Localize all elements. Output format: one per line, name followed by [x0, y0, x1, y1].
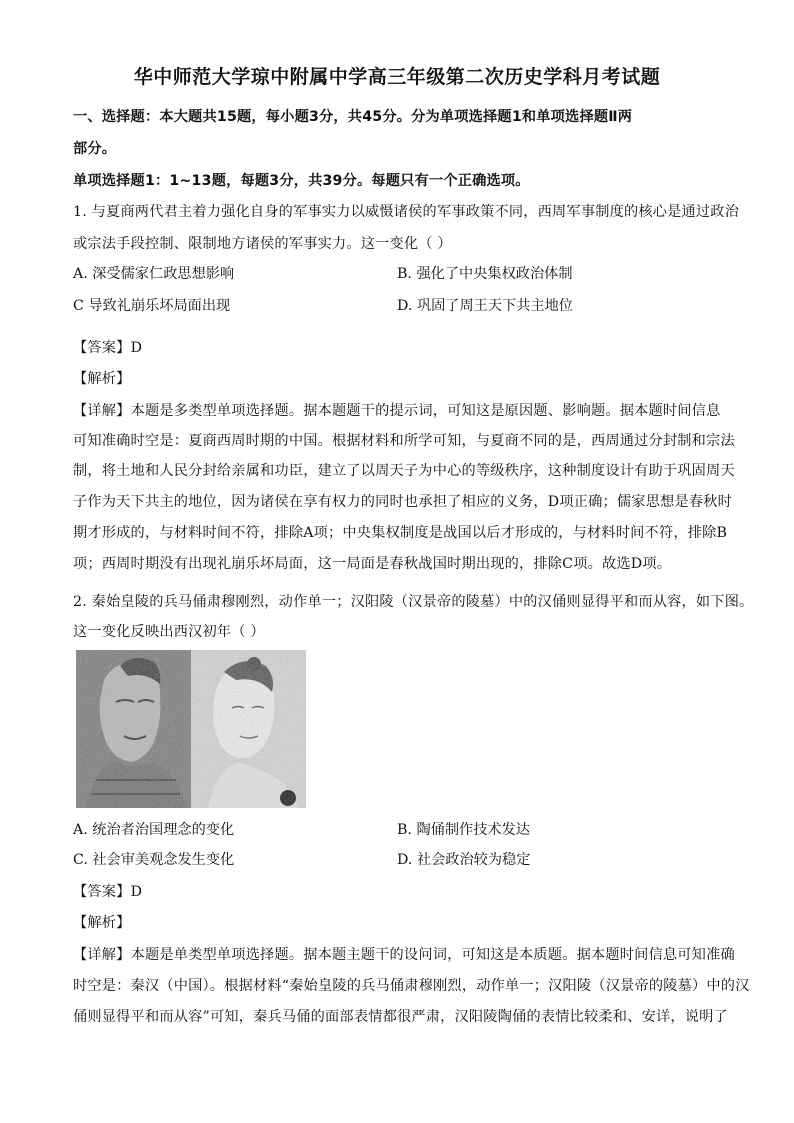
- q2-detail-line2: 时空是：秦汉（中国）。根据材料“秦始皇陵的兵马俑肃穆刚烈，动作单一；汉阳陵（汉景帝的陵墓）中的汉: [73, 978, 750, 994]
- q1-answer: [73, 337, 733, 359]
- section-instruction-line1: 一、选择题：本大题共15题，每小题3分，共45分。分为单项选择题1和单项选择题Ⅱ两: [73, 109, 633, 125]
- q1-answer-value: D: [130, 340, 143, 356]
- q2-answer: [73, 881, 733, 903]
- q2-detail-line1: [73, 944, 733, 966]
- q1-analysis-tag: [73, 368, 733, 390]
- q1-detail-line1: [73, 400, 733, 422]
- q2-answer-value: D: [130, 884, 143, 900]
- q1-detail-line4: 子作为天下共主的地位，因为诸侯在享有权力的同时也承担了相应的义务，D项正确；儒家思想是春秋时: [73, 494, 733, 510]
- q1-detail-line6: 项；西周时期没有出现礼崩乐坏局面，这一局面是春秋战国时期出现的，排除C项。故选D项。: [73, 556, 672, 572]
- q2-detail-line3: 俑则显得平和而从容”可知，秦兵马俑的面部表情都很严肃，汉阳陵陶俑的表情比较柔和、安详，说明了: [73, 1009, 728, 1025]
- terracotta-figures-illustration: [76, 650, 306, 808]
- answer-tag: 【答案】: [73, 340, 131, 356]
- q1-stem-line2: 或宗法手段控制、限制地方诸侯的军事实力。这一变化（ ）: [73, 236, 452, 252]
- q1-option-b: B. 强化了中央集权政治体制: [397, 266, 573, 282]
- q2-stem-line2: 这一变化反映出西汉初年（ ）: [73, 624, 265, 640]
- q2-option-c: C. 社会审美观念发生变化: [73, 852, 235, 868]
- terracotta-figures-image: [76, 650, 306, 808]
- exam-title: 华中师范大学琼中附属中学高三年级第二次历史学科月考试题: [133, 66, 661, 88]
- q1-option-c: C 导致礼崩乐坏局面出现: [73, 298, 231, 314]
- detail-tag: 【详解】: [73, 947, 131, 963]
- q2-detail-text: 本题是单类型单项选择题。据本题主题干的设问词，可知这是本质题。据本题时间信息可知准确: [130, 947, 735, 963]
- q1-detail-text: 本题是多类型单项选择题。据本题题干的提示词，可知这是原因题、影响题。据本题时间信息: [130, 403, 721, 419]
- q1-detail-line3: 制，将土地和人民分封给亲属和功臣，建立了以周天子为中心的等级秩序，这种制度设计有助于巩固周天: [73, 463, 735, 479]
- q2-option-a: A. 统治者治国理念的变化: [73, 822, 235, 838]
- analysis-tag: 【解析】: [73, 915, 131, 931]
- analysis-tag: 【解析】: [73, 371, 131, 387]
- answer-tag: 【答案】: [73, 884, 131, 900]
- q1-stem-line1: 1. 与夏商两代君主着力强化自身的军事实力以威慑诸侯的军事政策不同，西周军事制度的核心是通过政治: [73, 204, 740, 220]
- q1-detail-line2: 可知准确时空是：夏商西周时期的中国。根据材料和所学可知，与夏商不同的是，西周通过分封制和宗法: [73, 433, 735, 449]
- subsection-instruction: 单项选择题1：1~13题，每题3分，共39分。每题只有一个正确选项。: [73, 173, 530, 189]
- q1-detail-line5: 期才形成的，与材料时间不符，排除A项；中央集权制度是战国以后才形成的，与材料时间不符，排除B: [73, 525, 728, 541]
- q2-analysis-tag: [73, 912, 733, 934]
- q1-option-a: A. 深受儒家仁政思想影响: [73, 266, 235, 282]
- q2-option-b: B. 陶俑制作技术发达: [397, 822, 530, 838]
- section-instruction-line2: 部分。: [73, 141, 117, 157]
- q2-stem-line1: 2. 秦始皇陵的兵马俑肃穆刚烈，动作单一；汉阳陵（汉景帝的陵墓）中的汉俑则显得平和而从容，如下图。: [73, 594, 754, 610]
- detail-tag: 【详解】: [73, 403, 131, 419]
- q2-option-d: D. 社会政治较为稳定: [397, 852, 531, 868]
- q1-option-d: D. 巩固了周王天下共主地位: [397, 298, 573, 314]
